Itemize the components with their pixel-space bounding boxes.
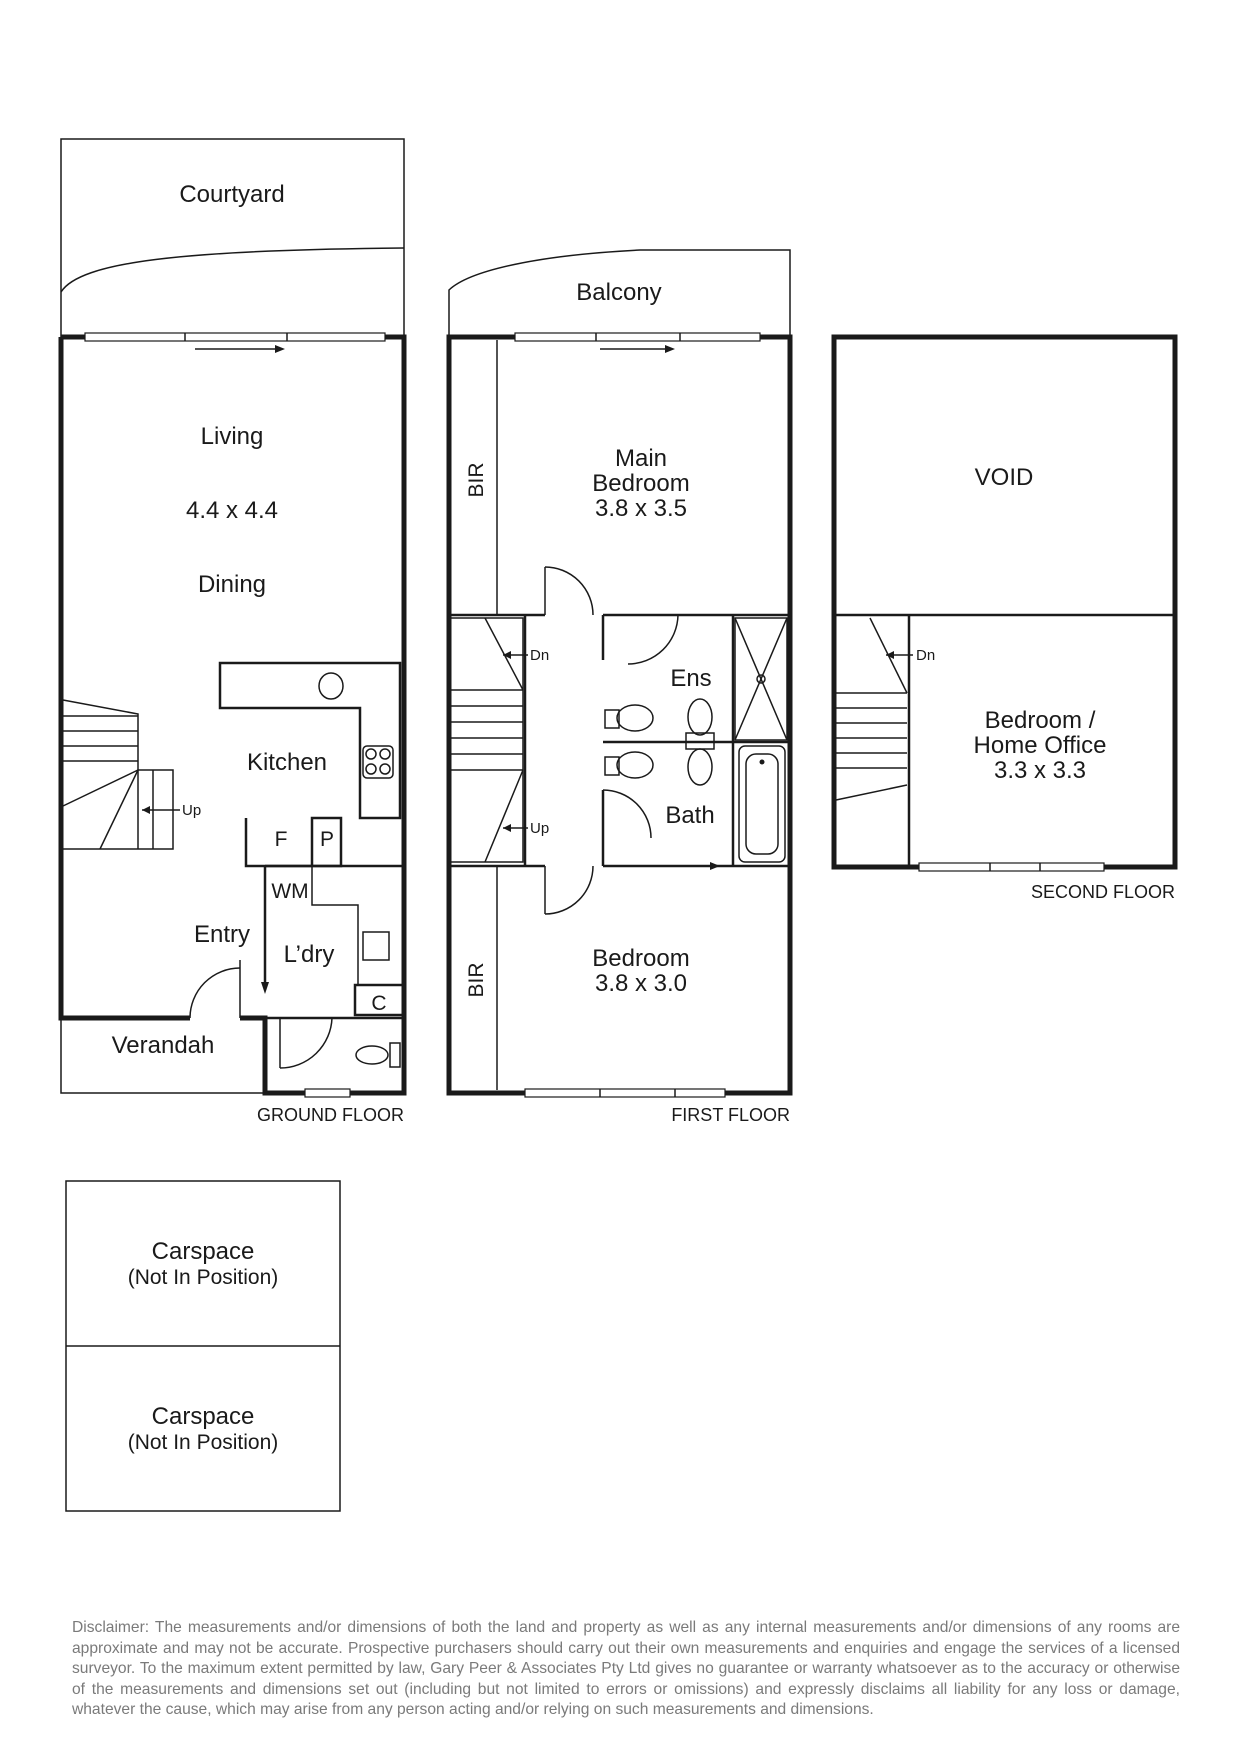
verandah-label: Verandah bbox=[111, 1032, 215, 1059]
disclaimer-text: Disclaimer: The measurements and/or dimensions of both the land and property as well as any internal measurements and/or dimensions of any rooms are approximate and may not be accurate. Prospective purchasers should carry out their own measurements and enquiries and engage the services of a licensed surveyor. To the maximum extent permitted by law, Gary Peer & Associates Pty Ltd gives no guarantee or warranty whatsoever as to the accuracy or otherwise of the measurements and dimensions set out (including but not limited to errors or omissions) and expressly disclaims all liability for any loss or damage, whatever the cause, which may arise from any person acting and/or relying on such measurements and dimensions. bbox=[72, 1619, 1180, 1718]
ground-stair-up-label: Up bbox=[182, 802, 202, 819]
bir-bottom bbox=[465, 866, 497, 1090]
second-bottom-window bbox=[919, 863, 1104, 871]
carspace-1-note: (Not In Position) bbox=[127, 1266, 279, 1289]
entry-label: Entry bbox=[193, 921, 251, 948]
first-floor-doors bbox=[545, 567, 720, 914]
bir-bottom-label: BIR bbox=[465, 962, 488, 998]
laundry-walls bbox=[261, 866, 404, 1097]
ground-stairs bbox=[63, 700, 201, 849]
bir-top-label: BIR bbox=[465, 462, 488, 498]
second-stair-dn-label: Dn bbox=[916, 647, 936, 664]
main-bedroom-label-line2: Bedroom bbox=[592, 470, 690, 497]
bath-fixtures bbox=[739, 746, 785, 862]
kitchen-bench bbox=[220, 663, 400, 818]
office-label-line2: Home Office bbox=[973, 732, 1107, 759]
pantry-label: P bbox=[319, 828, 335, 851]
bath-label: Bath bbox=[665, 802, 715, 829]
balcony-area bbox=[449, 250, 790, 337]
second-floor-plan bbox=[834, 337, 1175, 902]
ground-floor-label: GROUND FLOOR bbox=[256, 1105, 404, 1125]
balcony-label: Balcony bbox=[576, 279, 662, 306]
ensuite-fixtures bbox=[605, 618, 787, 785]
carspaces bbox=[66, 1181, 340, 1511]
courtyard-area bbox=[61, 139, 404, 337]
first-floor-plan bbox=[449, 250, 790, 1125]
ground-floor-plan bbox=[61, 139, 404, 1125]
first-stair-up-label: Up bbox=[530, 820, 550, 837]
first-stair-dn-label: Dn bbox=[530, 647, 550, 664]
fridge-pantry-nook bbox=[246, 818, 341, 866]
kitchen-label: Kitchen bbox=[246, 749, 328, 776]
living-dimensions: 4.4 x 4.4 bbox=[185, 497, 279, 524]
bedroom-dimensions: 3.8 x 3.0 bbox=[594, 970, 688, 997]
office-dimensions: 3.3 x 3.3 bbox=[993, 757, 1087, 784]
carspace-2-title: Carspace bbox=[151, 1403, 255, 1430]
cupboard-label: C bbox=[371, 992, 387, 1015]
ensuite-label: Ens bbox=[670, 665, 712, 692]
fridge-label: F bbox=[274, 828, 288, 851]
void-label: VOID bbox=[974, 464, 1034, 491]
laundry-label: L’dry bbox=[283, 941, 335, 968]
first-floor-label: FIRST FLOOR bbox=[671, 1105, 790, 1125]
second-floor-label: SECOND FLOOR bbox=[1030, 882, 1175, 902]
first-bottom-window bbox=[525, 1089, 725, 1097]
second-floor-stairs bbox=[836, 618, 935, 800]
carspace-1-title: Carspace bbox=[151, 1238, 255, 1265]
main-bedroom-dimensions: 3.8 x 3.5 bbox=[594, 495, 688, 522]
office-label-line1: Bedroom / bbox=[984, 707, 1096, 734]
living-label: Living bbox=[200, 423, 264, 450]
verandah-area bbox=[61, 1018, 265, 1093]
second-exterior-walls bbox=[834, 337, 1175, 867]
dining-label: Dining bbox=[197, 571, 267, 598]
bedroom-label: Bedroom bbox=[592, 945, 690, 972]
wm-label: WM bbox=[271, 880, 309, 903]
first-floor-stairs bbox=[451, 618, 549, 862]
first-sliding-door bbox=[515, 333, 760, 353]
carspace-2-note: (Not In Position) bbox=[127, 1431, 279, 1454]
bir-top bbox=[465, 340, 497, 615]
courtyard-label: Courtyard bbox=[179, 181, 285, 208]
ground-sliding-door bbox=[85, 333, 385, 353]
main-bedroom-label-line1: Main bbox=[614, 445, 668, 472]
ground-exterior-walls bbox=[61, 337, 404, 1093]
entry-door bbox=[190, 960, 240, 1018]
